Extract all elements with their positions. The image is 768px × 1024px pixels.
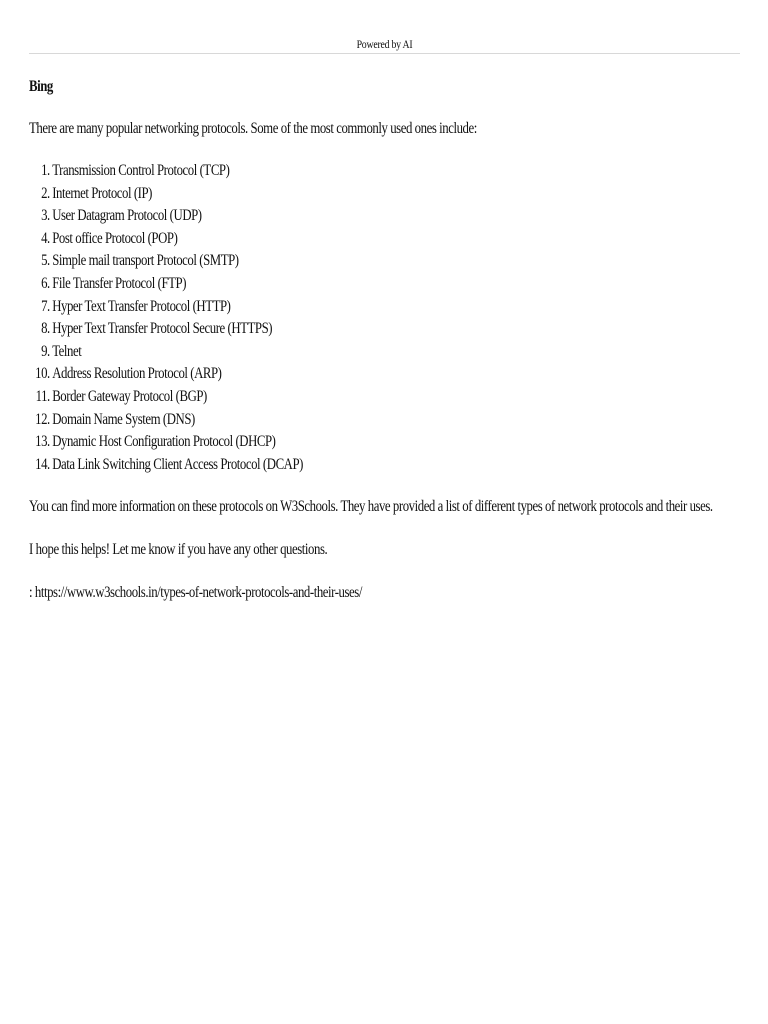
- list-item-label: Transmission Control Protocol (TCP): [52, 162, 230, 180]
- answer-title-text: Bing: [29, 78, 53, 95]
- list-item-label: Domain Name System (DNS): [52, 410, 195, 428]
- list-item-label: Hyper Text Transfer Protocol (HTTP): [52, 297, 231, 315]
- source-reference-text: : https://www.w3schools.in/types-of-network-protocols-and-their-uses/: [29, 584, 362, 602]
- list-item-label: Telnet: [52, 342, 82, 360]
- list-item: [29, 250, 740, 273]
- spacer: [29, 98, 740, 118]
- list-item-label: Simple mail transport Protocol (SMTP): [52, 252, 239, 270]
- list-item-label: File Transfer Protocol (FTP): [52, 275, 187, 293]
- list-item-label: User Datagram Protocol (UDP): [52, 207, 202, 225]
- list-item: [29, 454, 740, 477]
- more-info-paragraph: [29, 496, 740, 518]
- list-item-label: Post office Protocol (POP): [52, 229, 178, 247]
- list-item: [29, 273, 740, 296]
- list-item-number: 14.: [35, 455, 50, 473]
- list-item-number: 4.: [41, 229, 50, 247]
- intro-paragraph: [29, 118, 740, 140]
- list-item: [29, 431, 740, 454]
- list-item-number: 8.: [41, 320, 50, 338]
- list-item-label: Address Resolution Protocol (ARP): [52, 365, 222, 383]
- closing-text: I hope this helps! Let me know if you have any other questions.: [29, 541, 328, 559]
- list-item: [29, 296, 740, 319]
- protocol-list: [29, 160, 740, 476]
- spacer: [29, 140, 740, 160]
- list-item-number: 5.: [41, 252, 50, 270]
- list-item-number: 1.: [41, 162, 50, 180]
- closing-paragraph: [29, 539, 740, 561]
- more-info-text: You can find more information on these protocols on W3Schools. They have provided a list of different types of network protocols and their uses.: [29, 498, 713, 516]
- list-item: [29, 228, 740, 251]
- spacer: [29, 476, 740, 496]
- spacer: [29, 561, 740, 582]
- list-item-number: 6.: [41, 275, 50, 293]
- list-item: [29, 205, 740, 228]
- list-item: [29, 341, 740, 364]
- spacer: [29, 518, 740, 539]
- list-item: [29, 160, 740, 183]
- list-item: [29, 318, 740, 341]
- powered-by-label: Powered by AI: [356, 37, 413, 51]
- list-item-number: 10.: [35, 365, 50, 383]
- list-item: [29, 183, 740, 206]
- list-item-label: Dynamic Host Configuration Protocol (DHCP): [52, 433, 276, 451]
- list-item-number: 11.: [35, 387, 50, 405]
- answer-title: [29, 76, 740, 98]
- list-item-number: 13.: [35, 433, 50, 451]
- list-item: [29, 409, 740, 432]
- list-item-number: 7.: [41, 297, 50, 315]
- list-item-number: 2.: [41, 184, 50, 202]
- list-item-number: 3.: [41, 207, 50, 225]
- list-item-label: Internet Protocol (IP): [52, 184, 153, 202]
- answer-content: [29, 76, 740, 604]
- list-item: [29, 386, 740, 409]
- intro-text: There are many popular networking protocols. Some of the most commonly used ones include:: [29, 120, 477, 137]
- list-item-label: Hyper Text Transfer Protocol Secure (HTTPS): [52, 320, 273, 338]
- list-item-number: 9.: [41, 342, 50, 360]
- list-item-label: Data Link Switching Client Access Protocol (DCAP): [52, 455, 303, 473]
- source-reference: [29, 582, 740, 604]
- list-item: [29, 363, 740, 386]
- list-item-number: 12.: [35, 410, 50, 428]
- header-divider: [29, 53, 740, 54]
- list-item-label: Border Gateway Protocol (BGP): [52, 387, 207, 405]
